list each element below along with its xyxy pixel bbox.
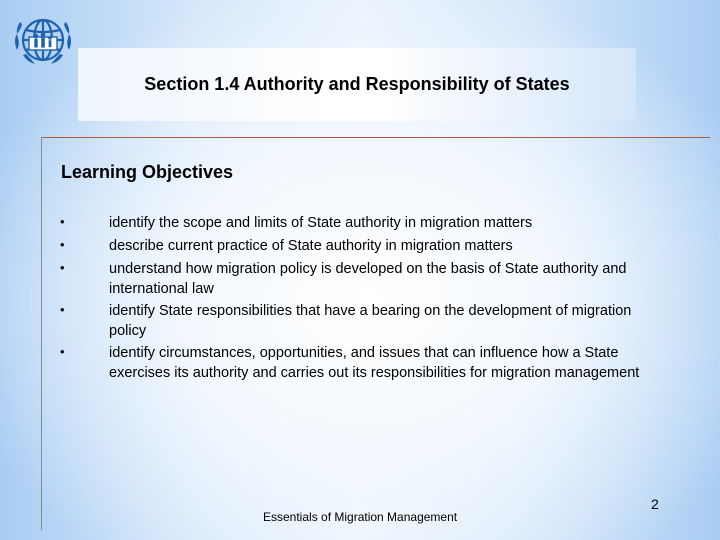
- bullet: •: [60, 302, 65, 317]
- footer-text: Essentials of Migration Management: [263, 510, 458, 524]
- bullet: •: [60, 214, 65, 229]
- slide-title: Section 1.4 Authority and Responsibility of States: [144, 74, 570, 94]
- objective-text: identify State responsibilities that have a bearing on the development of migration policy: [109, 303, 632, 339]
- objective-text: understand how migration policy is developed on the basis of State authority and international law: [109, 261, 627, 297]
- title-banner: [78, 48, 636, 121]
- bullet: •: [60, 260, 65, 275]
- objective-text: describe current practice of State authority in migration matters: [109, 238, 513, 254]
- bullet: •: [60, 237, 65, 252]
- objective-text: identify the scope and limits of State authority in migration matters: [109, 215, 533, 231]
- section-heading: Learning Objectives: [61, 162, 234, 182]
- bullet: •: [60, 344, 65, 359]
- vertical-divider: [41, 137, 42, 530]
- page-number: 2: [651, 496, 659, 512]
- horizontal-divider: [42, 137, 710, 138]
- iom-logo-icon: [11, 10, 77, 70]
- objective-text: identify circumstances, opportunities, and issues that can influence how a State exercises its authority and carries out its responsibilities for migration management: [109, 345, 640, 381]
